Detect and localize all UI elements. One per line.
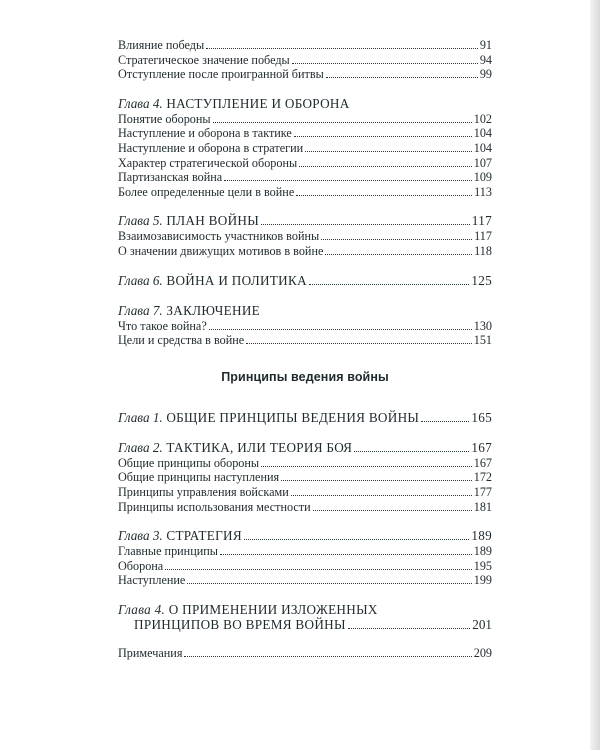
chapter-heading[interactable] xyxy=(118,528,492,544)
toc-entry-title: Главные принципы xyxy=(118,544,218,559)
table-of-contents xyxy=(118,38,492,660)
toc-entry-title: О значении движущих мотивов в войне xyxy=(118,243,324,258)
toc-entry-title: Взаимозависимость участников войны xyxy=(118,229,320,244)
toc-entry-page: 104 xyxy=(473,126,492,141)
chapter-title: СТРАТЕГИЯ xyxy=(166,528,242,544)
toc-entry-title: Принципы управления войсками xyxy=(118,484,289,499)
chapter-title: О ПРИМЕНЕНИИ ИЗЛОЖЕННЫХ xyxy=(168,601,378,617)
toc-entry-title: Цели и средства в войне xyxy=(118,333,245,348)
leader-dots xyxy=(213,122,472,123)
toc-entry[interactable] xyxy=(118,229,492,244)
chapter-heading[interactable] xyxy=(118,440,492,456)
toc-entry-title: Наступление xyxy=(118,573,186,588)
toc-entry[interactable] xyxy=(118,559,492,574)
chapter-heading[interactable] xyxy=(118,602,492,632)
toc-entry-page: 167 xyxy=(473,455,492,470)
chapter-prefix: Глава 2. xyxy=(118,439,163,455)
toc-entry-title: Характер стратегической обороны xyxy=(118,155,298,170)
toc-entry-page: 102 xyxy=(473,111,492,126)
chapter-title: НАСТУПЛЕНИЕ И ОБОРОНА xyxy=(166,95,350,111)
leader-dots xyxy=(309,284,469,285)
leader-dots xyxy=(321,239,472,240)
toc-entry[interactable] xyxy=(118,126,492,141)
toc-entry-page: 91 xyxy=(479,38,492,52)
leader-dots xyxy=(305,151,472,152)
toc-entry-page: 113 xyxy=(474,184,492,199)
toc-entry[interactable] xyxy=(118,38,492,53)
toc-entry-title: Понятие обороны xyxy=(118,111,211,126)
toc-entry-page: 130 xyxy=(473,318,492,333)
chapter-prefix: Глава 4. xyxy=(118,95,163,111)
chapter-heading[interactable] xyxy=(118,213,492,229)
toc-entry-title: Примечания xyxy=(118,645,183,660)
toc-entry-title: Принципы использования местности xyxy=(118,499,311,514)
chapter-title: ОБЩИЕ ПРИНЦИПЫ ВЕДЕНИЯ ВОЙНЫ xyxy=(166,409,420,425)
chapter-prefix: Глава 1. xyxy=(118,409,163,425)
toc-entry-page: 104 xyxy=(473,140,492,155)
toc-entry-title: Что такое война? xyxy=(118,318,207,333)
toc-entry[interactable] xyxy=(118,53,492,68)
toc-entry-page: 177 xyxy=(473,484,492,499)
toc-entry-page: 117 xyxy=(471,213,492,229)
leader-dots xyxy=(296,195,472,196)
section-title: Принципы ведения войны xyxy=(221,369,389,384)
leader-dots xyxy=(261,466,472,467)
toc-entry-notes[interactable] xyxy=(118,646,492,661)
leader-dots xyxy=(291,495,472,496)
chapter-heading[interactable] xyxy=(118,96,492,112)
toc-entry-page: 117 xyxy=(474,229,492,244)
toc-entry-title: Партизанская война xyxy=(118,170,223,185)
toc-entry[interactable] xyxy=(118,485,492,500)
leader-dots xyxy=(421,421,469,422)
chapter-title: ПЛАН ВОЙНЫ xyxy=(166,213,260,229)
chapter-prefix: Глава 7. xyxy=(118,302,163,318)
leader-dots xyxy=(261,224,470,225)
chapter-prefix: Глава 6. xyxy=(118,272,163,288)
toc-entry[interactable] xyxy=(118,156,492,171)
toc-entry[interactable] xyxy=(118,500,492,515)
toc-entry-page: 172 xyxy=(473,470,492,485)
toc-entry-page: 189 xyxy=(471,528,492,544)
toc-entry-page: 94 xyxy=(479,52,492,67)
toc-entry-page: 99 xyxy=(479,67,492,82)
toc-entry-page: 118 xyxy=(474,243,492,258)
chapter-prefix: Глава 4. xyxy=(118,601,166,617)
chapter-heading[interactable] xyxy=(118,273,492,289)
page-edge xyxy=(590,0,600,750)
leader-dots xyxy=(220,554,472,555)
leader-dots xyxy=(246,343,472,344)
toc-entry[interactable] xyxy=(118,67,492,82)
leader-dots xyxy=(184,656,471,657)
toc-entry[interactable] xyxy=(118,456,492,471)
toc-entry[interactable] xyxy=(118,112,492,127)
toc-entry-title: Общие принципы обороны xyxy=(118,455,260,470)
leader-dots xyxy=(313,510,472,511)
toc-entry-title: Влияние победы xyxy=(118,38,205,52)
leader-dots xyxy=(224,180,472,181)
toc-entry-title: Более определенные цели в войне xyxy=(118,184,295,199)
toc-entry-page: 209 xyxy=(473,645,492,660)
toc-entry[interactable] xyxy=(118,141,492,156)
toc-entry[interactable] xyxy=(118,470,492,485)
toc-entry-page: 151 xyxy=(473,333,492,348)
leader-dots xyxy=(348,628,470,629)
chapter-title: ТАКТИКА, ИЛИ ТЕОРИЯ БОЯ xyxy=(166,439,353,455)
leader-dots xyxy=(294,136,472,137)
toc-entry-page: 201 xyxy=(472,616,492,632)
leader-dots xyxy=(292,63,478,64)
leader-dots xyxy=(354,451,469,452)
toc-entry-title: Наступление и оборона в тактике xyxy=(118,126,292,141)
leader-dots xyxy=(209,329,472,330)
toc-entry[interactable] xyxy=(118,333,492,348)
toc-entry-page: 109 xyxy=(473,170,492,185)
chapter-heading[interactable] xyxy=(118,410,492,426)
toc-entry-page: 199 xyxy=(473,573,492,588)
chapter-title: ЗАКЛЮЧЕНИЕ xyxy=(166,302,260,318)
toc-entry-page: 125 xyxy=(471,272,492,288)
leader-dots xyxy=(165,569,472,570)
toc-entry[interactable] xyxy=(118,244,492,259)
leader-dots xyxy=(206,48,478,49)
toc-entry[interactable] xyxy=(118,319,492,334)
leader-dots xyxy=(244,539,469,540)
toc-entry-page: 181 xyxy=(473,499,492,514)
chapter-prefix: Глава 5. xyxy=(118,213,163,229)
chapter-prefix: Глава 3. xyxy=(118,528,163,544)
leader-dots xyxy=(325,254,472,255)
toc-entry-page: 167 xyxy=(471,439,492,455)
toc-entry-page: 165 xyxy=(471,409,492,425)
toc-entry-page: 195 xyxy=(473,558,492,573)
leader-dots xyxy=(326,77,478,78)
toc-entry-title: Общие принципы наступления xyxy=(118,470,280,485)
chapter-title-line2 xyxy=(118,617,492,632)
toc-entry-page: 107 xyxy=(473,155,492,170)
toc-entry-title: Оборона xyxy=(118,558,164,573)
toc-entry[interactable] xyxy=(118,544,492,559)
chapter-title-continued: ПРИНЦИПОВ ВО ВРЕМЯ ВОЙНЫ xyxy=(134,616,346,632)
toc-entry[interactable] xyxy=(118,185,492,200)
toc-entry-title: Наступление и оборона в стратегии xyxy=(118,140,304,155)
chapter-title-line1 xyxy=(118,602,492,617)
toc-entry[interactable] xyxy=(118,170,492,185)
chapter-title: ВОЙНА И ПОЛИТИКА xyxy=(166,272,307,288)
toc-entry-title: Стратегическое значение победы xyxy=(118,52,290,67)
leader-dots xyxy=(187,583,471,584)
toc-entry-page: 189 xyxy=(473,544,492,559)
leader-dots xyxy=(281,480,472,481)
chapter-heading[interactable] xyxy=(118,303,492,319)
leader-dots xyxy=(299,166,472,167)
toc-entry[interactable] xyxy=(118,573,492,588)
toc-entry-title: Отступление после проигранной битвы xyxy=(118,67,324,82)
